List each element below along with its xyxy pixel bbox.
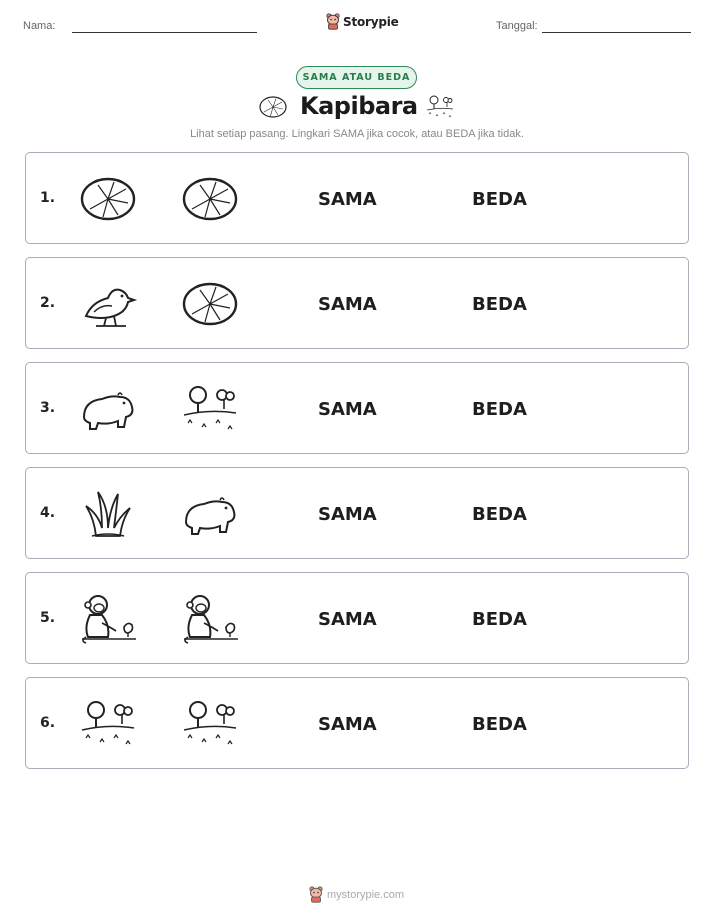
instructions: Lihat setiap pasang. Lingkari SAMA jika cocok, atau BEDA jika tidak.	[190, 128, 524, 140]
name-label: Nama:	[23, 20, 56, 32]
lily-pad-icon	[180, 278, 240, 330]
row-number: 4.	[40, 505, 56, 521]
same-option[interactable]: SAMA	[318, 399, 377, 420]
different-option[interactable]: BEDA	[472, 714, 527, 735]
different-option[interactable]: BEDA	[472, 609, 527, 630]
brand-logo	[326, 13, 399, 30]
question-row-6	[25, 677, 689, 769]
same-option[interactable]: SAMA	[318, 609, 377, 630]
same-option[interactable]: SAMA	[318, 714, 377, 735]
capybara-icon	[78, 383, 138, 435]
row-number: 1.	[40, 190, 56, 206]
date-line	[542, 32, 691, 33]
row-number: 3.	[40, 400, 56, 416]
question-row-3	[25, 362, 689, 454]
question-row-1	[25, 152, 689, 244]
park-icon	[180, 698, 240, 750]
storypie-mascot-icon	[326, 13, 340, 30]
lily-pad-icon	[258, 94, 288, 120]
row-number: 6.	[40, 715, 56, 731]
row-number: 2.	[40, 295, 56, 311]
question-row-2	[25, 257, 689, 349]
different-option[interactable]: BEDA	[472, 189, 527, 210]
question-row-5	[25, 572, 689, 664]
name-line	[72, 32, 257, 33]
monkey-icon	[180, 593, 240, 645]
bird-icon	[78, 278, 138, 330]
brand-name: Storypie	[343, 14, 399, 29]
park-icon	[424, 94, 456, 120]
footer-url[interactable]: mystorypie.com	[327, 888, 405, 901]
capybara-icon	[180, 488, 240, 540]
footer	[309, 886, 404, 903]
different-option[interactable]: BEDA	[472, 504, 527, 525]
row-number: 5.	[40, 610, 56, 626]
storypie-mascot-icon	[309, 886, 323, 903]
grass-icon	[78, 488, 138, 540]
lily-pad-icon	[78, 173, 138, 225]
date-label: Tanggal:	[496, 20, 538, 32]
same-option[interactable]: SAMA	[318, 189, 377, 210]
park-icon	[180, 383, 240, 435]
question-row-4	[25, 467, 689, 559]
same-option[interactable]: SAMA	[318, 294, 377, 315]
same-option[interactable]: SAMA	[318, 504, 377, 525]
different-option[interactable]: BEDA	[472, 294, 527, 315]
lily-pad-icon	[180, 173, 240, 225]
park-icon	[78, 698, 138, 750]
different-option[interactable]: BEDA	[472, 399, 527, 420]
page-title: Kapibara	[300, 92, 418, 120]
monkey-icon	[78, 593, 138, 645]
worksheet-type-badge: SAMA ATAU BEDA	[296, 66, 417, 89]
